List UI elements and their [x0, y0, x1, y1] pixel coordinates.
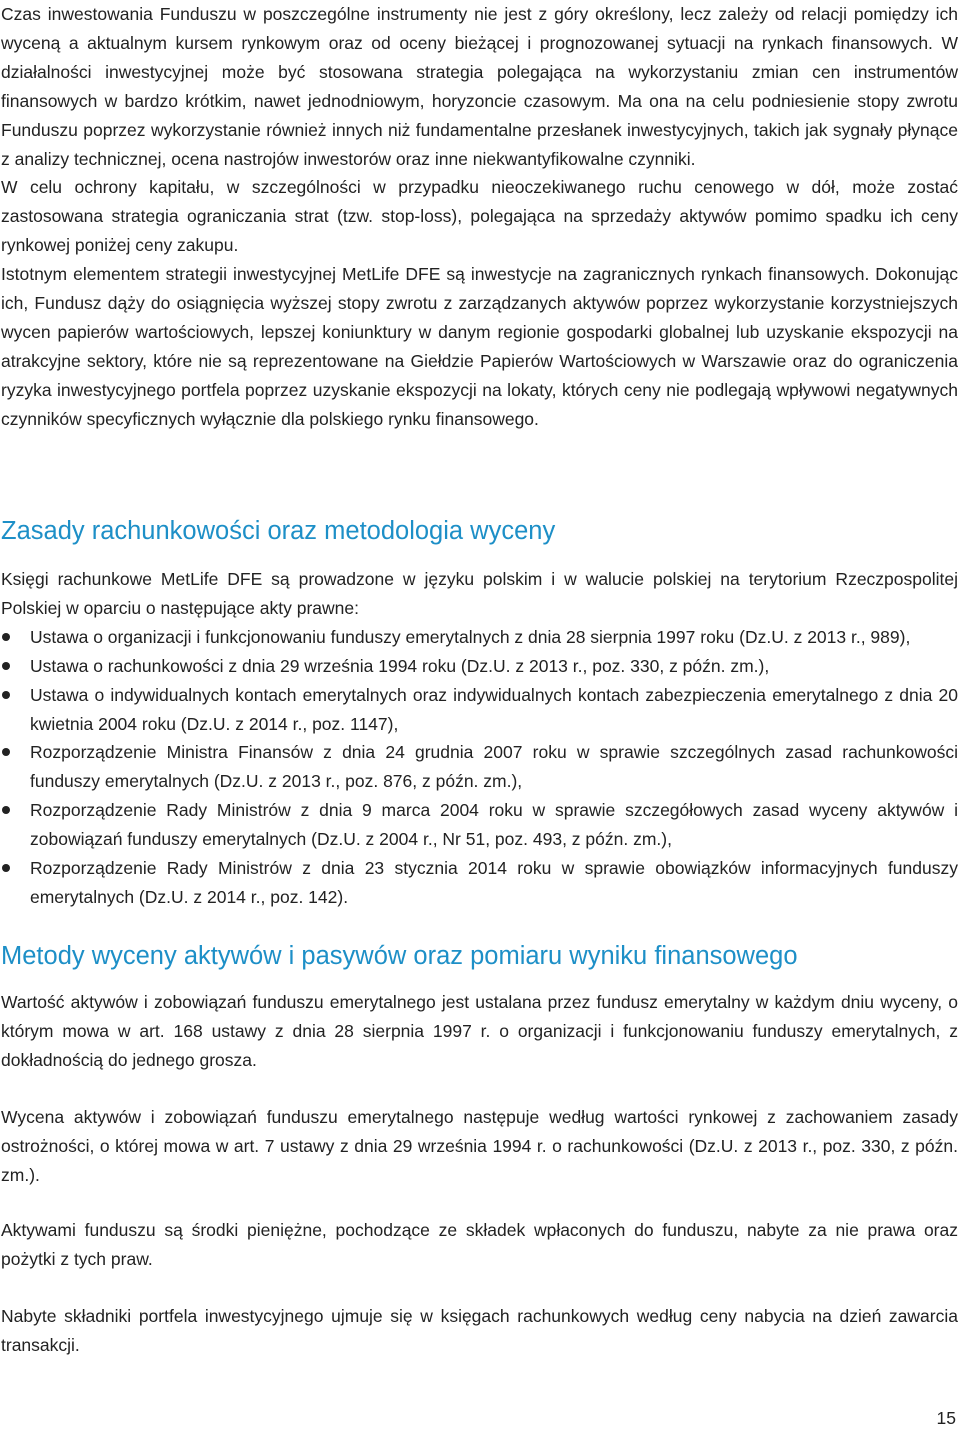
valuation-paragraph-block [1, 988, 958, 1075]
bullet-icon [2, 748, 10, 756]
valuation-paragraph: Aktywami funduszu są środki pieniężne, pochodzące ze składek wpłaconych do funduszu, nabyte za nie prawa oraz pożytki z tych praw. [1, 1220, 958, 1269]
legal-act-text: Ustawa o organizacji i funkcjonowaniu funduszy emerytalnych z dnia 28 sierpnia 1997 roku (Dz.U. z 2013 r., 989), [30, 626, 911, 647]
valuation-paragraph: Wycena aktywów i zobowiązań funduszu emerytalnego następuje według wartości rynkowej z zachowaniem zasady ostrożności, o której mowa w art. 7 ustawy z dnia 29 września 1994 r. o rachunkowości (Dz.U. z 2013 r., poz. 330, z późn. zm.). [1, 1107, 958, 1185]
list-item [1, 796, 958, 854]
bullet-icon [2, 633, 10, 641]
intro-paragraph: Istotnym elementem strategii inwestycyjnej MetLife DFE są inwestycje na zagranicznych rynkach finansowych. Dokonując ich, Fundusz dąży do osiągnięcia wyższej stopy zwrotu z zarządzanych aktywów poprzez wykorzystanie korzystniejszych wycen papierów wartościowych, lepszej koniunktury w danym regionie gospodarki globalnej lub uzyskanie ekspozycji na atrakcyjne sektory, które nie są reprezentowane na Giełdzie Papierów Wartościowych w Warszawie oraz do ograniczenia ryzyka inwestycyjnego portfela poprzez uzyskanie ekspozycji na lokaty, których ceny nie podlegają wpływowi negatywnych czynników specyficznych wyłącznie dla polskiego rynku finansowego. [1, 264, 958, 429]
bullet-icon [2, 806, 10, 814]
bullet-icon [2, 691, 10, 699]
valuation-paragraph: Nabyte składniki portfela inwestycyjnego ujmuje się w księgach rachunkowych według ceny nabycia na dzień zawarcia transakcji. [1, 1306, 958, 1355]
legal-act-text: Rozporządzenie Ministra Finansów z dnia 24 grudnia 2007 roku w sprawie szczególnych zasad rachunkowości funduszy emerytalnych (Dz.U. z 2013 r., poz. 876, z późn. zm.), [30, 742, 958, 792]
list-item [1, 681, 958, 739]
valuation-paragraph-block [1, 1216, 958, 1274]
legal-act-text: Ustawa o rachunkowości z dnia 29 września 1994 roku (Dz.U. z 2013 r., poz. 330, z późn. zm.), [30, 655, 770, 676]
valuation-heading: Metody wyceny aktywów i pasywów oraz pomiaru wyniku finansowego [1, 942, 798, 970]
intro-section [1, 0, 958, 434]
list-item [1, 738, 958, 796]
accounting-lead: Księgi rachunkowe MetLife DFE są prowadzone w języku polskim i w walucie polskiej na terytorium Rzeczpospolitej Polskiej w oparciu o następujące akty prawne: [1, 569, 958, 618]
legal-act-text: Rozporządzenie Rady Ministrów z dnia 9 marca 2004 roku w sprawie szczegółowych zasad wyceny aktywów i zobowiązań funduszy emerytalnych (Dz.U. z 2004 r., Nr 51, poz. 493, z późn. zm.), [30, 800, 958, 850]
bullet-icon [2, 864, 10, 872]
legal-acts-list [1, 623, 958, 912]
list-item [1, 652, 958, 681]
legal-act-text: Rozporządzenie Rady Ministrów z dnia 23 stycznia 2014 roku w sprawie obowiązków informacyjnych funduszy emerytalnych (Dz.U. z 2014 r., poz. 142). [30, 858, 958, 907]
list-item [1, 854, 958, 912]
list-item [1, 623, 958, 652]
accounting-section [1, 565, 958, 912]
valuation-paragraph: Wartość aktywów i zobowiązań funduszu emerytalnego jest ustalana przez fundusz emerytalny w każdym dniu wyceny, o którym mowa w art. 168 ustawy z dnia 28 sierpnia 1997 r. o organizacji i funkcjonowaniu funduszy emerytalnych, z dokładnością do jednego grosza. [1, 992, 958, 1070]
valuation-paragraph-block [1, 1103, 958, 1190]
valuation-paragraph-block [1, 1302, 958, 1360]
legal-act-text: Ustawa o indywidualnych kontach emerytalnych oraz indywidualnych kontach zabezpieczenia emerytalnego z dnia 20 kwietnia 2004 roku (Dz.U. z 2014 r., poz. 1147), [30, 684, 958, 734]
intro-paragraph: Czas inwestowania Funduszu w poszczególne instrumenty nie jest z góry określony, lecz zależy od relacji pomiędzy ich wyceną a aktualnym kursem rynkowym oraz od oceny bieżącej i prognozowanej sytuacji na rynkach finansowych. W działalności inwestycyjnej może być stosowana strategia polegająca na wykorzystaniu zmian cen instrumentów finansowych w bardzo krótkim, nawet jednodniowym, horyzoncie czasowym. Ma ona na celu podniesienie stopy zwrotu Funduszu poprzez wykorzystanie również innych niż fundamentalne przesłanek inwestycyjnych, takich jak sygnały płynące z analizy technicznej, ocena nastrojów inwestorów oraz inne niekwantyfikowalne czynniki. [1, 4, 958, 169]
bullet-icon [2, 662, 10, 670]
accounting-heading: Zasady rachunkowości oraz metodologia wyceny [1, 517, 556, 545]
intro-paragraph: W celu ochrony kapitału, w szczególności w przypadku nieoczekiwanego ruchu cenowego w dół, może zostać zastosowana strategia ograniczania strat (tzw. stop-loss), polegająca na sprzedaży aktywów pomimo spadku ich ceny rynkowej poniżej ceny zakupu. [1, 177, 958, 256]
page-number: 15 [936, 1408, 956, 1428]
